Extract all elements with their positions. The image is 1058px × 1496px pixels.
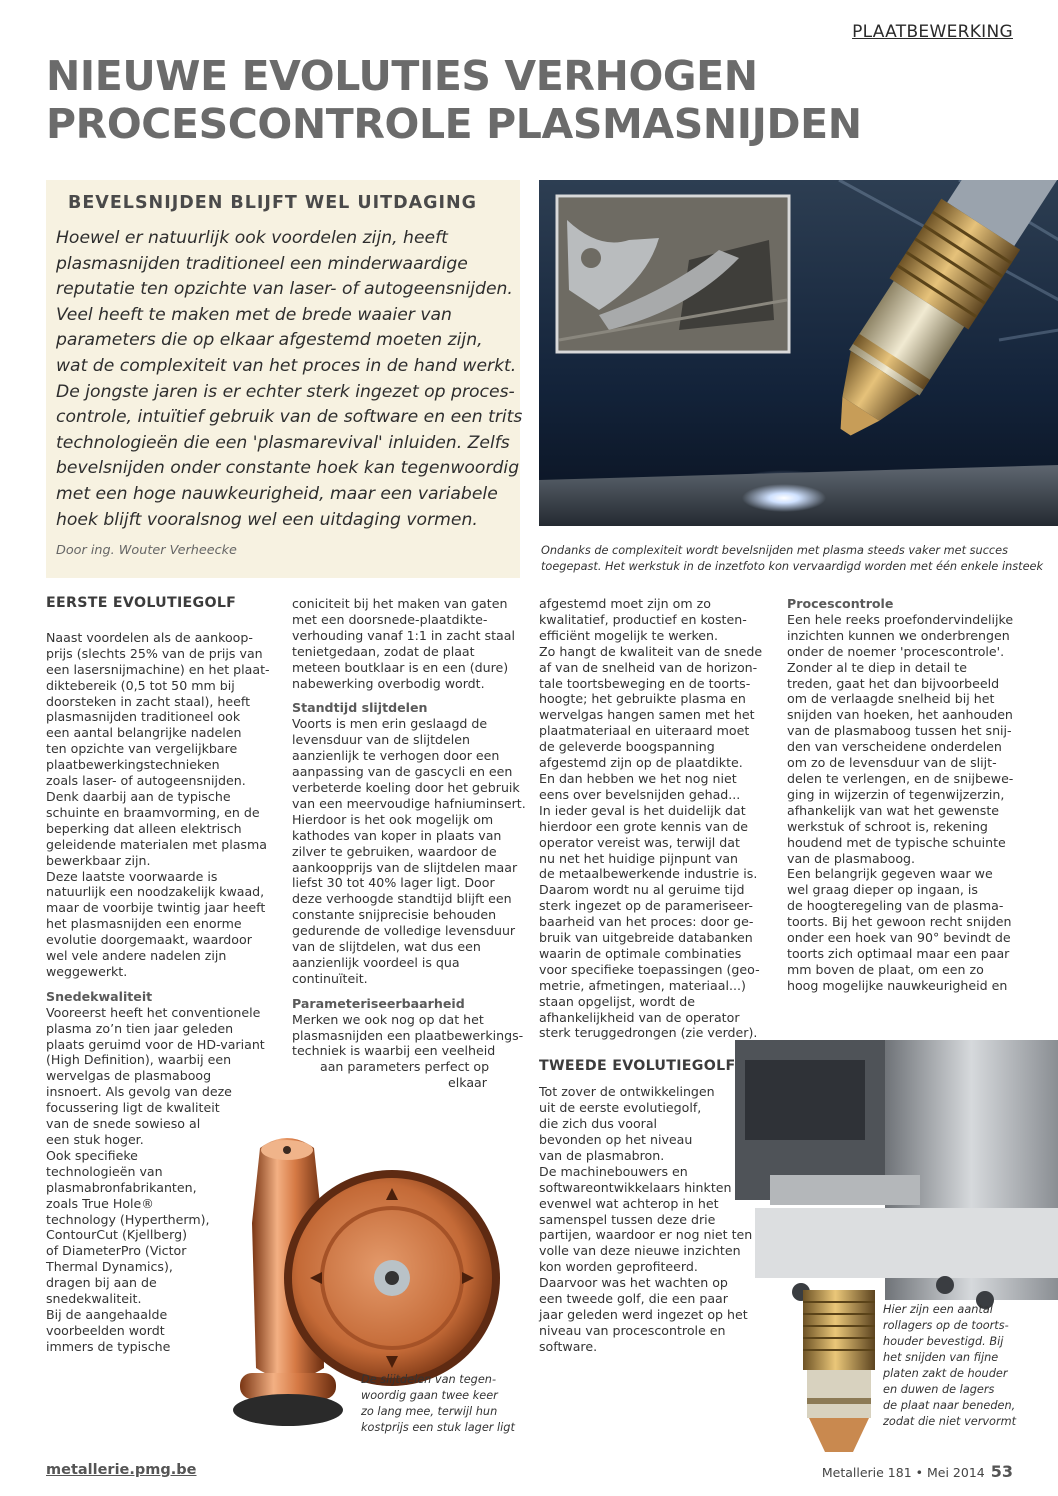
paragraph — [292, 1012, 522, 1092]
text-line: deze verhoogde standtijd blijft een — [292, 891, 512, 907]
text-line: metrie, afmetingen, materiaal...) — [539, 977, 746, 993]
text-line: van een meervoudige hafniuminsert. — [292, 795, 526, 811]
text-line: continuïteit. — [292, 970, 368, 986]
text-line: voor specifieke toepassingen (geo- — [539, 961, 760, 977]
text-line: af van de snelheid van de horizon- — [539, 659, 758, 675]
text-line: En dan hebben we het nog niet — [539, 770, 737, 786]
caption-line: zodat die niet vervormt — [883, 1415, 1017, 1428]
inset-photo — [557, 196, 789, 352]
paragraph — [292, 596, 522, 691]
text-line: efficiënt mogelijk te werken. — [539, 627, 719, 643]
text-line: hoogte; het gebruikte plasma en — [539, 691, 746, 707]
caption-line: Ondanks de complexiteit wordt bevelsnijden met plasma steeds vaker met succes — [541, 544, 1008, 557]
text-line: die zich dus vooral — [539, 1116, 658, 1132]
text-line: softwareontwikkelaars hinkten — [539, 1179, 732, 1195]
text-line: beperking dat alleen elektrisch — [46, 820, 242, 836]
text-line: Hierdoor is het ook mogelijk om — [292, 811, 494, 827]
text-line: natuurlijk een noodzakelijk kwaad, — [46, 884, 265, 900]
text-line: hierdoor een grote kennis van de — [539, 818, 749, 834]
intro-line: parameters die op elkaar afgestemd moeten zijn, — [56, 330, 483, 351]
text-line: om zo de levensduur van de slijt- — [787, 755, 997, 771]
text-line: van de plasmaboog. — [787, 850, 916, 866]
plasma-torch-photo — [539, 180, 1058, 526]
text-line: kathodes van koper in plaats van — [292, 827, 502, 843]
text-line: om de verlaagde snelheid bij het — [787, 691, 995, 707]
text-line: van de snede sowieso al — [46, 1116, 201, 1132]
text-line: zoals True Hole® — [46, 1195, 154, 1211]
text-line: de geleverde boogspanning — [539, 739, 715, 755]
text-line: zilver te gebruiken, waardoor de — [292, 843, 497, 859]
caption-line: houder bevestigd. Bij — [883, 1335, 1004, 1348]
text-line: plasmabronfabrikanten, — [46, 1179, 197, 1195]
text-line: Een hele reeks proefondervindelijke — [787, 611, 1014, 627]
paragraph — [292, 716, 526, 986]
text-line: ContourCut (Kjellberg) — [46, 1227, 188, 1243]
text-line: volle van deze nieuwe inzichten — [539, 1243, 741, 1259]
text-line: evolutie doorgemaakt, waardoor — [46, 932, 252, 948]
text-line: geleidende materialen met plasma — [46, 836, 267, 852]
byline: Door ing. Wouter Verheecke — [56, 543, 237, 558]
text-line: Tot zover de ontwikkelingen — [539, 1084, 715, 1100]
text-line: een stuk hoger. — [46, 1132, 144, 1147]
text-line: niveau van procescontrole en — [539, 1322, 726, 1338]
section-heading: TWEEDE EVOLUTIEGOLF — [539, 1058, 736, 1075]
title-line-1: NIEUWE EVOLUTIES VERHOGEN — [46, 52, 758, 100]
text-line: maar de voorbije twintig jaar heeft — [46, 900, 266, 916]
text-line: techniek is waarbij een veelheid — [292, 1043, 496, 1059]
text-line: een lasersnijmachine) en het plaat- — [46, 661, 270, 677]
intro-line: met een hoge nauwkeurigheid, maar een variabele — [56, 483, 498, 504]
text-line: Ook specifieke — [46, 1147, 138, 1163]
section-heading: EERSTE EVOLUTIEGOLF — [46, 595, 237, 611]
torch-holder-caption — [883, 1302, 1023, 1430]
footer-issue — [822, 1462, 1013, 1481]
text-line: met een doorsnede-plaatdikte- — [292, 611, 488, 627]
caption-line: rollagers op de toorts- — [883, 1319, 1009, 1332]
text-line: kon worden geprofiteerd. — [539, 1259, 698, 1275]
caption-line: woordig gaan twee keer — [361, 1389, 498, 1402]
paragraph — [46, 630, 271, 980]
text-line: een tweede golf, die een paar — [539, 1291, 728, 1307]
paragraph — [787, 612, 1019, 994]
text-line: inzichten kunnen we onderbrengen — [787, 627, 1010, 643]
text-line: eens over bevelsnijden gehad... — [539, 786, 741, 802]
text-line: tale toortsbeweging en de toorts- — [539, 675, 751, 691]
text-line: afgestemd moet zijn om zo — [539, 596, 711, 611]
caption-line: platen zakt de houder — [883, 1367, 1008, 1380]
text-line: snijden van hoeken, het aanhouden — [787, 707, 1013, 723]
footer-website-link[interactable]: metallerie.pmg.be — [46, 1462, 197, 1478]
text-line: plaatmateriaal en uiteraard moet — [539, 723, 750, 739]
page-number: 53 — [990, 1462, 1013, 1481]
text-line: software. — [539, 1338, 598, 1354]
text-line: toorts zich optimaal maar een paar — [787, 945, 1010, 961]
intro-text — [56, 226, 523, 533]
text-line: aan parameters perfect op — [320, 1059, 490, 1075]
text-line: plasmasnijden traditioneel ook — [46, 709, 241, 725]
text-line: staan opgelijst, wordt de — [539, 993, 696, 1009]
title-line-2: PROCESCONTROLE PLASMASNIJDEN — [46, 100, 862, 148]
text-line: ging in wijzerzin of tegenwijzerzin, — [787, 786, 1005, 802]
text-line: een aantal belangrijke nadelen — [46, 725, 242, 741]
text-line: hoog mogelijke nauwkeurigheid en — [787, 977, 1008, 993]
text-line: snedekwaliteit. — [46, 1291, 142, 1307]
text-line: of DiameterPro (Victor — [46, 1243, 187, 1259]
intro-line: Veel heeft te maken met de brede waaier van — [56, 304, 452, 325]
text-line: gedurende de volledige levensduur — [292, 923, 516, 939]
text-line: toorts. Bij het gewoon recht snijden — [787, 914, 1012, 930]
text-line: afhankelijk van wat het gewenste — [787, 802, 1000, 818]
text-line: baarheid van het proces: door ge- — [539, 914, 754, 930]
text-line: werkstuk of schroot is, rekening — [787, 818, 988, 834]
text-line: plasma zo’n tien jaar geleden — [46, 1020, 234, 1036]
text-line: de metaalbewerkende industrie is. — [539, 866, 758, 882]
text-line: onder de noemer 'procescontrole'. — [787, 643, 1005, 659]
text-line: afgestemd zijn op de plaatdikte. — [539, 755, 743, 771]
text-line: aanzienlijk te verhogen door een — [292, 748, 500, 764]
text-line: focussering ligt de kwaliteit — [46, 1100, 220, 1116]
intro-line: hoek blijft vooralsnog wel een uitdaging vormen. — [56, 509, 478, 530]
caption-line: en duwen de lagers — [883, 1383, 995, 1396]
caption-line: toegepast. Het werkstuk in de inzetfoto kon vervaardigd worden met één enkele insteek — [541, 560, 1044, 573]
text-line: plaatbewerkingstechnieken — [46, 757, 220, 773]
text-line: samenspel tussen deze drie — [539, 1211, 716, 1227]
text-line: nu net het huidige pijnpunt van — [539, 850, 739, 866]
text-line: nabewerking overbodig wordt. — [292, 675, 485, 691]
text-line: Zo hangt de kwaliteit van de snede — [539, 643, 763, 659]
text-line: plaats geruimd voor de HD-variant — [46, 1036, 265, 1052]
caption-line: het snijden van fijne — [883, 1351, 999, 1364]
text-line: partijen, waardoor er nog niet ten — [539, 1227, 753, 1243]
text-line: prijs (slechts 25% van de prijs van — [46, 645, 263, 661]
text-line: kwalitatief, productief en kosten- — [539, 611, 747, 627]
text-line: Merken we ook nog op dat het — [292, 1011, 484, 1027]
text-line: levensduur van de slijtdelen — [292, 732, 470, 748]
column-2 — [292, 596, 526, 1091]
text-line: Thermal Dynamics), — [46, 1259, 173, 1275]
text-line: insnoert. Als gevolg van deze — [46, 1084, 232, 1100]
text-line: doorsteken in zacht staal), heeft — [46, 693, 251, 709]
text-line: Een belangrijk gegeven waar we — [787, 866, 993, 882]
caption-line: De slijtdelen van tegen- — [361, 1373, 497, 1386]
intro-line: De jongste jaren is er echter sterk ingezet op proces- — [56, 381, 515, 402]
text-line: aanzienlijk voordeel is qua — [292, 954, 460, 970]
text-line: tenietgedaan, zodat de plaat — [292, 643, 475, 659]
text-line: onder een hoek van 90° bevindt de — [787, 930, 1011, 946]
intro-line: Hoewel er natuurlijk ook voordelen zijn, heeft — [56, 228, 448, 248]
subheading: Procescontrole — [787, 596, 894, 611]
text-line: meteen boutklaar is en een (dure) — [292, 659, 509, 675]
text-line: In ieder geval is het duidelijk dat — [539, 802, 746, 818]
text-line: jaar geleden werd ingezet op het — [539, 1306, 748, 1322]
text-line: mm boven de plaat, om een zo — [787, 961, 984, 977]
issue-label: Metallerie 181 • Mei 2014 — [821, 1465, 985, 1480]
text-line: Bij de aangehaalde — [46, 1306, 168, 1322]
text-line: Daarom wordt nu al geruime tijd — [539, 882, 745, 898]
text-line: evenwel wat achterop in het — [539, 1195, 719, 1211]
intro-line: plasmasnijden traditioneel een minderwaardige — [56, 253, 468, 274]
text-line: aankoopprijs van de slijtdelen maar — [292, 859, 518, 875]
text-line: treden, gaat het dan bijvoorbeeld — [787, 675, 1000, 691]
text-line: afhankelijkheid van de operator — [539, 1009, 740, 1025]
intro-line: reputatie ten opzichte van laser- of autogeensnijden. — [56, 279, 513, 300]
text-line: (High Definition), waarbij een — [46, 1052, 232, 1068]
subheading: Parameteriseerbaarheid — [292, 995, 465, 1011]
text-line: bewerkbaar zijn. — [46, 852, 151, 868]
text-line: ten opzichte van vergelijkbare — [46, 741, 238, 757]
text-line: van de plasmaboog tussen het snij- — [787, 723, 1012, 739]
text-line: Naast voordelen als de aankoop- — [46, 629, 253, 645]
subheading: Standtijd slijtdelen — [292, 700, 428, 716]
text-line: elkaar — [448, 1075, 487, 1091]
text-line: liefst 30 tot 40% lager ligt. Door — [292, 875, 495, 891]
text-line: wel graag dieper op ingaan, is — [787, 882, 978, 898]
text-line: Zonder al te diep in detail te — [787, 659, 967, 675]
caption-line: kostprijs een stuk lager ligt — [361, 1421, 515, 1434]
text-line: delen te verlengen, en de snijbewe- — [787, 770, 1014, 786]
plasma-torch-illustration — [539, 180, 1058, 526]
text-line: waarin de optimale combinaties — [539, 945, 742, 961]
text-line: het plasmasnijden een enorme — [46, 916, 242, 932]
text-line: dragen bij aan de — [46, 1275, 157, 1291]
text-line: uit de eerste evolutiegolf, — [539, 1100, 702, 1116]
text-line: zoals laser- of autogeensnijden. — [46, 773, 246, 789]
text-line: wervelgas hangen samen met het — [539, 707, 755, 723]
text-line: Denk daarbij aan de typische — [46, 788, 231, 804]
subheading: Snedekwaliteit — [46, 988, 153, 1004]
text-line: houdend met de typische schuinte — [787, 834, 1006, 850]
intro-line: technologieën die een 'plasmarevival' inluiden. Zelfs — [56, 432, 510, 453]
text-line: Deze laatste voorwaarde is — [46, 868, 218, 884]
text-line: wervelgas de plasmaboog — [46, 1068, 212, 1084]
page-title — [46, 52, 1026, 148]
main-photo-caption — [541, 543, 1044, 575]
caption-line: de plaat naar beneden, — [883, 1399, 1016, 1412]
text-line: de hoogteregeling van de plasma- — [787, 898, 1004, 914]
text-line: schuinte en braamvorming, en de — [46, 804, 260, 820]
text-line: immers de typische — [46, 1338, 171, 1354]
text-line: weggewerkt. — [46, 963, 128, 979]
text-line: van de plasmabron. — [539, 1147, 665, 1163]
text-line: diktebereik (0,5 tot 50 mm bij — [46, 677, 235, 693]
intro-line: controle, intuïtief gebruik van de software en een trits — [56, 407, 523, 428]
caption-line: Hier zijn een aantal — [883, 1303, 993, 1316]
paragraph — [539, 596, 769, 1041]
text-line: aanpassing van de gascycli en een — [292, 764, 513, 780]
text-line: technology (Hypertherm), — [46, 1211, 210, 1227]
text-line: den van verscheidene onderdelen — [787, 739, 1002, 755]
text-line: verbeterde koeling door het gebruik — [292, 779, 520, 795]
consumables-caption — [361, 1372, 515, 1436]
text-line: wel vele andere nadelen zijn — [46, 948, 227, 964]
text-line: van de slijtdelen, wat dus een — [292, 939, 481, 955]
text-line: verhouding vanaf 1:1 in zacht staal — [292, 627, 515, 643]
text-line: De machinebouwers en — [539, 1163, 688, 1179]
caption-line: zo lang mee, terwijl hun — [361, 1405, 498, 1418]
intro-title: BEVELSNIJDEN BLIJFT WEL UITDAGING — [68, 193, 478, 213]
section-tag: PLAATBEWERKING — [852, 22, 1013, 42]
text-line: technologieën van — [46, 1163, 163, 1179]
text-line: voorbeelden wordt — [46, 1322, 165, 1338]
text-line: Vooreerst heeft het conventionele — [46, 1004, 261, 1020]
text-line: Daarvoor was het wachten op — [539, 1275, 728, 1291]
intro-line: wat de complexiteit van het proces in de hand werkt. — [56, 355, 517, 376]
column-4 — [787, 596, 1019, 994]
text-line: sterk teruggedrongen (zie verder). — [539, 1025, 758, 1041]
text-line: Voorts is men erin geslaagd de — [292, 716, 488, 732]
intro-line: bevelsnijden onder constante hoek kan tegenwoordig — [56, 458, 520, 479]
text-line: bruik van uitgebreide databanken — [539, 930, 753, 946]
text-line: operator vereist was, terwijl dat — [539, 834, 740, 850]
text-line: sterk ingezet op de parameriseer- — [539, 898, 753, 914]
text-line: bevonden op het niveau — [539, 1132, 693, 1147]
text-line: plasmasnijden een plaatbewerkings- — [292, 1027, 524, 1043]
text-line: constante snijprecisie behouden — [292, 907, 497, 923]
text-line: coniciteit bij het maken van gaten — [292, 596, 508, 611]
